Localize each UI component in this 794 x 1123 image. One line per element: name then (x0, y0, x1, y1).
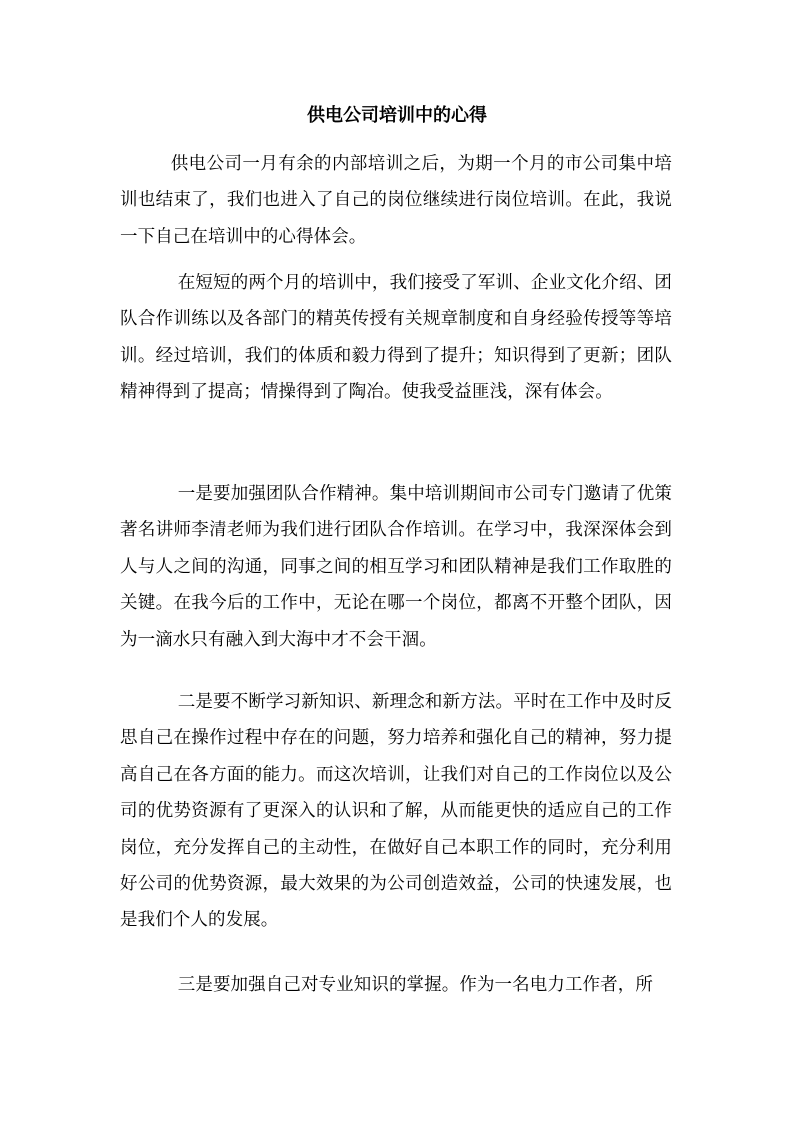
paragraph-teamwork: 一是要加强团队合作精神。集中培训期间市公司专门邀请了优策著名讲师李清老师为我们进行团队合作培训。在学习中，我深深体会到人与人之间的沟通，同事之间的相互学习和团队精神是我们工作取胜的关键。在我今后的工作中，无论在哪一个岗位，都离不开整个团队，因为一滴水只有融入到大海中才不会干涸。 (120, 484, 672, 650)
paragraph-continuous-learning: 二是要不断学习新知识、新理念和新方法。平时在工作中及时反思自己在操作过程中存在的问题，努力培养和强化自己的精神，努力提高自己在各方面的能力。而这次培训，让我们对自己的工作岗位以及公司的优势资源有了更深入的认识和了解，从而能更快的适应自己的工作岗位，充分发挥自己的主动性，在做好自己本职工作的同时，充分利用好公司的优势资源，最大效果的为公司创造效益，公司的快速发展，也是我们个人的发展。 (120, 692, 672, 931)
document-title: 供电公司培训中的心得 (307, 105, 487, 126)
paragraph-training-overview: 在短短的两个月的培训中，我们接受了军训、企业文化介绍、团队合作训练以及各部门的精英传授有关规章制度和自身经验传授等等培训。经过培训，我们的体质和毅力得到了提升；知识得到了更新；团队精神得到了提高；情操得到了陶冶。使我受益匪浅，深有体会。 (120, 273, 672, 403)
paragraph-intro: 供电公司一月有余的内部培训之后，为期一个月的市公司集中培训也结束了，我们也进入了自己的岗位继续进行岗位培训。在此，我说一下自己在培训中的心得体会。 (120, 154, 672, 247)
paragraph-professional-knowledge: 三是要加强自己对专业知识的掌握。作为一名电力工作者，所 (177, 975, 653, 995)
